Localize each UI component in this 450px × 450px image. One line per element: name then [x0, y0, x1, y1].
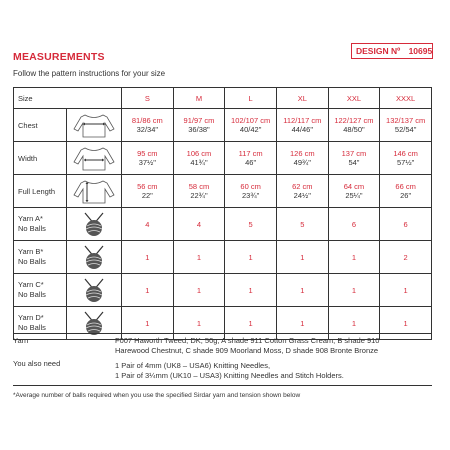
- footer-top-rule: [13, 333, 432, 334]
- length-l: 60 cm 23¾": [225, 175, 277, 208]
- page-title: MEASUREMENTS: [13, 51, 105, 63]
- width-xxl: 137 cm 54": [328, 142, 380, 175]
- yarn-ball-icon: [67, 274, 122, 307]
- yarn-b-row: [14, 241, 432, 274]
- size-l: L: [225, 88, 277, 109]
- length-m: 58 cm 22¾": [173, 175, 225, 208]
- width-s: 95 cm 37½": [122, 142, 174, 175]
- yarn-d-s: 1: [122, 307, 174, 340]
- chest-xxl: 122/127 cm 48/50": [328, 109, 380, 142]
- yarn-b-s: 1: [122, 241, 174, 274]
- length-label: Full Length: [14, 175, 67, 208]
- chest-row: [14, 109, 432, 142]
- footnote: *Average number of balls required when you use the specified Sirdar yarn and tension shown below: [13, 392, 301, 399]
- size-m: M: [173, 88, 225, 109]
- design-number: 10695: [408, 46, 433, 56]
- yarn-a-l: 5: [225, 208, 277, 241]
- chest-l: 102/107 cm 40/42": [225, 109, 277, 142]
- yarn-c-l: 1: [225, 274, 277, 307]
- chest-s: 81/86 cm 32/34": [122, 109, 174, 142]
- size-xl: XL: [276, 88, 328, 109]
- size-header-row: [14, 88, 432, 109]
- yarn-d-xl: 1: [276, 307, 328, 340]
- yarn-c-xxl: 1: [328, 274, 380, 307]
- length-xxxl: 66 cm 26": [380, 175, 432, 208]
- yarn-a-m: 4: [173, 208, 225, 241]
- yarn-c-xxxl: 1: [380, 274, 432, 307]
- yarn-d-m: 1: [173, 307, 225, 340]
- width-xxxl: 146 cm 57½": [380, 142, 432, 175]
- yarn-b-xxl: 1: [328, 241, 380, 274]
- size-xxxl: XXXL: [380, 88, 432, 109]
- sweater-length-icon: [67, 175, 122, 208]
- width-label: Width: [14, 142, 67, 175]
- yarn-ball-icon: [67, 307, 122, 340]
- yarn-a-xxxl: 6: [380, 208, 432, 241]
- size-xxl: XXL: [328, 88, 380, 109]
- yarn-c-xl: 1: [276, 274, 328, 307]
- footer-bottom-rule: [13, 385, 432, 386]
- yarn-b-xxxl: 2: [380, 241, 432, 274]
- width-l: 117 cm 46": [225, 142, 277, 175]
- chest-m: 91/97 cm 36/38": [173, 109, 225, 142]
- width-row: [14, 142, 432, 175]
- size-s: S: [122, 88, 174, 109]
- need-description: 1 Pair of 4mm (UK8 – USA6) Knitting Needles, 1 Pair of 3¼mm (UK10 – USA3) Knitting Needles and Stitch Holders.: [115, 361, 344, 380]
- length-xl: 62 cm 24½": [276, 175, 328, 208]
- yarn-d-l: 1: [225, 307, 277, 340]
- yarn-d-label: Yarn D* No Balls: [14, 307, 67, 340]
- size-header-label: Size: [14, 88, 122, 109]
- yarn-footer-label: Yarn: [13, 336, 29, 345]
- chest-label: Chest: [14, 109, 67, 142]
- length-row: [14, 175, 432, 208]
- yarn-a-xl: 5: [276, 208, 328, 241]
- design-number-box: [351, 43, 433, 59]
- yarn-c-row: [14, 274, 432, 307]
- yarn-a-row: [14, 208, 432, 241]
- yarn-d-xxl: 1: [328, 307, 380, 340]
- yarn-ball-icon: [67, 241, 122, 274]
- yarn-c-s: 1: [122, 274, 174, 307]
- width-xl: 126 cm 49¾": [276, 142, 328, 175]
- design-label: DESIGN Nº: [356, 46, 401, 56]
- yarn-d-xxxl: 1: [380, 307, 432, 340]
- need-label: You also need: [13, 359, 61, 368]
- yarn-b-label: Yarn B* No Balls: [14, 241, 67, 274]
- chest-xl: 112/117 cm 44/46": [276, 109, 328, 142]
- yarn-b-m: 1: [173, 241, 225, 274]
- yarn-ball-icon: [67, 208, 122, 241]
- width-m: 106 cm 41¾": [173, 142, 225, 175]
- yarn-a-xxl: 6: [328, 208, 380, 241]
- subtitle: Follow the pattern instructions for your size: [13, 69, 166, 78]
- yarn-c-m: 1: [173, 274, 225, 307]
- yarn-d-row: [14, 307, 432, 340]
- chest-xxxl: 132/137 cm 52/54": [380, 109, 432, 142]
- yarn-description: F007 Haworth Tweed, DK, 50g, A shade 911 Cotton Grass Cream, B shade 910 Harewood Chestnut, C shade 909 Moorland Moss, D shade 908 Bronte Bronze: [115, 336, 380, 355]
- yarn-c-label: Yarn C* No Balls: [14, 274, 67, 307]
- length-xxl: 64 cm 25¼": [328, 175, 380, 208]
- length-s: 56 cm 22": [122, 175, 174, 208]
- sweater-width-icon: [67, 142, 122, 175]
- yarn-a-s: 4: [122, 208, 174, 241]
- yarn-b-l: 1: [225, 241, 277, 274]
- sweater-chest-icon: [67, 109, 122, 142]
- yarn-b-xl: 1: [276, 241, 328, 274]
- yarn-a-label: Yarn A* No Balls: [14, 208, 67, 241]
- measurements-table: [13, 87, 432, 340]
